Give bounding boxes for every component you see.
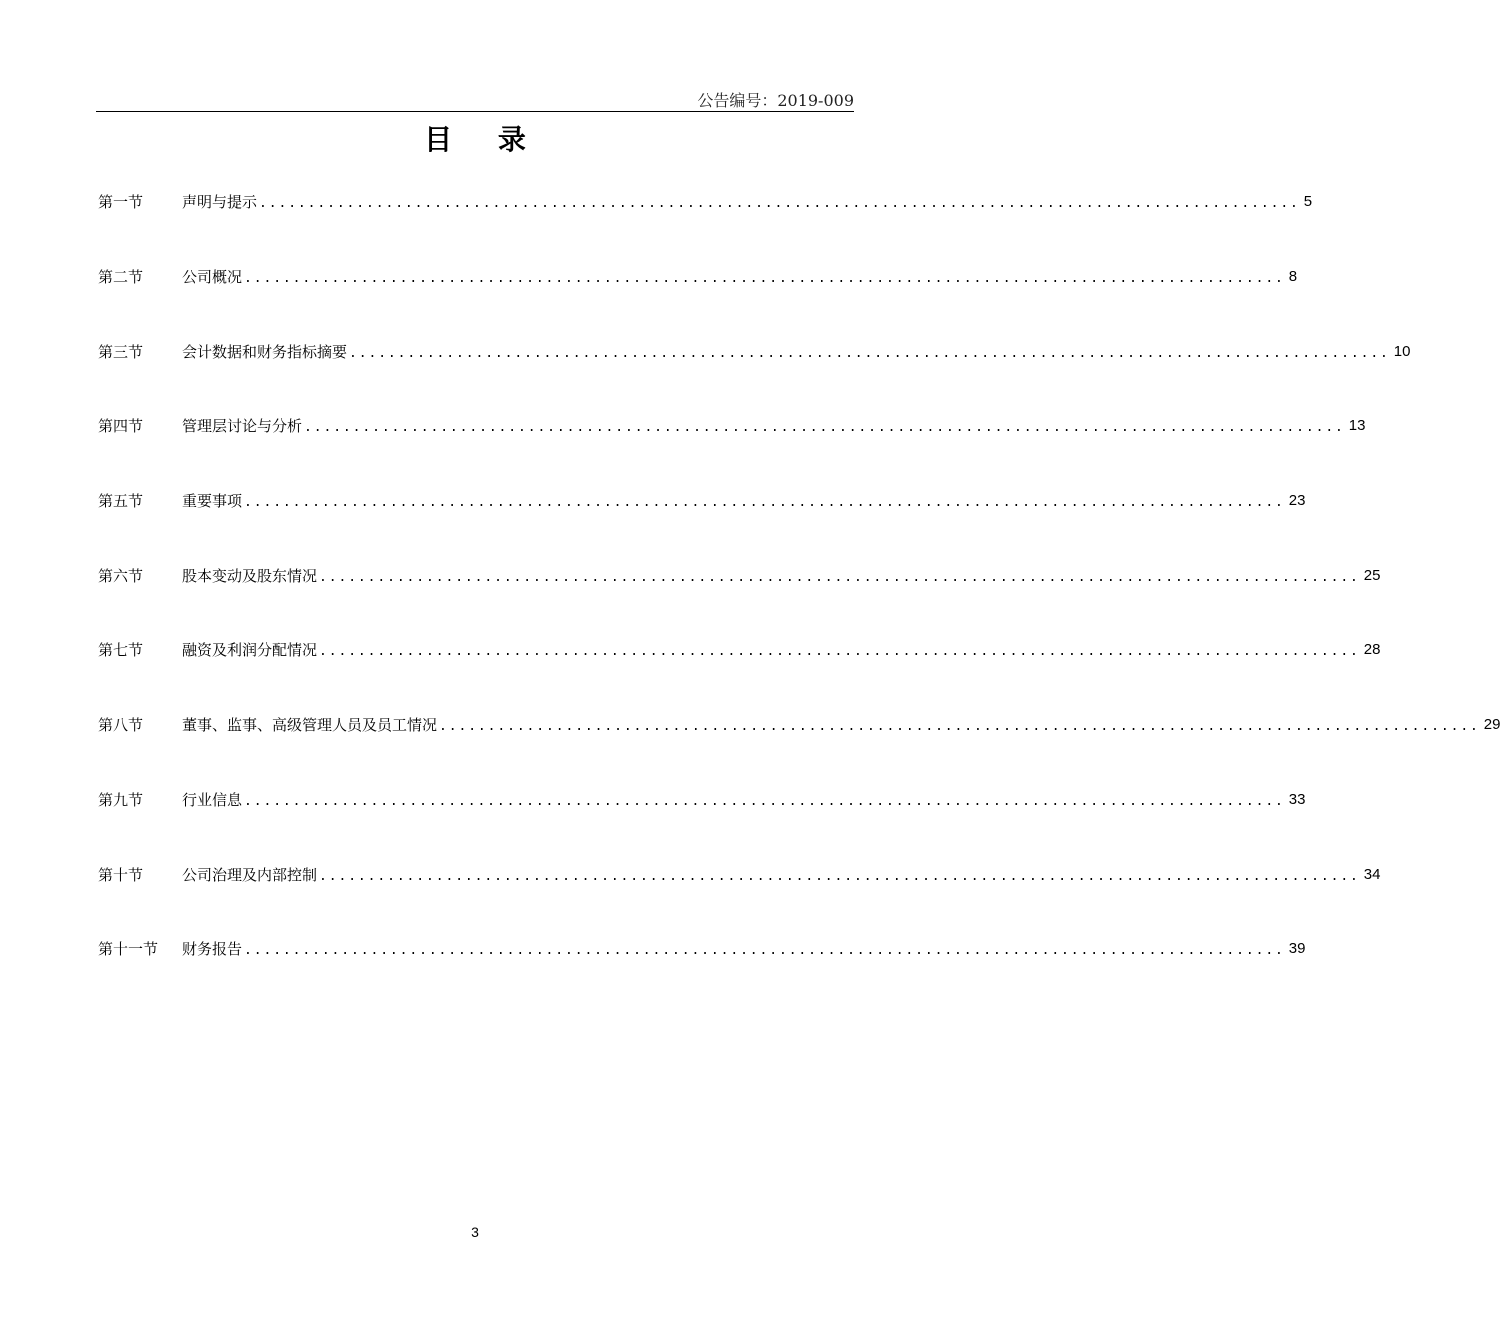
toc-leader-dots: ........................................................................................................... xyxy=(244,943,1285,958)
toc-section-title: 董事、监事、高级管理人员及员工情况 xyxy=(182,716,438,734)
toc-section-title: 重要事项 xyxy=(182,492,243,510)
toc-page-number: 39 xyxy=(1288,940,1306,957)
toc-section-number: 第十一节 xyxy=(98,940,159,958)
toc-page-number: 10 xyxy=(1393,343,1411,360)
toc-entry[interactable] xyxy=(98,265,1298,289)
toc-page-number: 29 xyxy=(1483,716,1500,733)
toc-leader-dots: ........................................................................................................... xyxy=(259,196,1300,211)
toc-entry[interactable] xyxy=(98,340,1411,364)
toc-page-number: 8 xyxy=(1288,268,1298,285)
toc-section-number: 第八节 xyxy=(98,716,144,734)
toc-section-title: 融资及利润分配情况 xyxy=(182,641,318,659)
toc-section-number: 第七节 xyxy=(98,641,144,659)
toc-section-number: 第五节 xyxy=(98,492,144,510)
toc-section-number: 第九节 xyxy=(98,791,144,809)
toc-section-title: 公司治理及内部控制 xyxy=(182,866,318,884)
toc-section-number: 第二节 xyxy=(98,268,144,286)
page-number: 3 xyxy=(471,1224,479,1240)
toc-section-number: 第十节 xyxy=(98,866,144,884)
toc-entry[interactable] xyxy=(98,190,1313,214)
toc-leader-dots: ........................................................................................................... xyxy=(244,271,1285,286)
toc-section-number: 第四节 xyxy=(98,417,144,435)
toc-page-number: 5 xyxy=(1303,193,1313,210)
toc-page-number: 33 xyxy=(1288,791,1306,808)
toc-section-title: 行业信息 xyxy=(182,791,243,809)
toc-page-number: 13 xyxy=(1348,417,1366,434)
announcement-number: 公告编号：2019-009 xyxy=(697,91,854,110)
toc-section-title: 公司概况 xyxy=(182,268,243,286)
toc-entry[interactable] xyxy=(98,788,1306,812)
toc-section-number: 第三节 xyxy=(98,343,144,361)
toc-section-title: 财务报告 xyxy=(182,940,243,958)
toc-entry[interactable] xyxy=(98,564,1381,588)
toc-leader-dots: ........................................................................................................... xyxy=(244,794,1285,809)
toc-entry[interactable] xyxy=(98,414,1366,438)
toc-leader-dots: ........................................................................................................... xyxy=(319,570,1360,585)
toc-entry[interactable] xyxy=(98,937,1306,961)
toc-section-title: 会计数据和财务指标摘要 xyxy=(182,343,348,361)
toc-page-number: 23 xyxy=(1288,492,1306,509)
toc-leader-dots: ........................................................................................................... xyxy=(439,719,1480,734)
header-divider xyxy=(96,111,854,112)
toc-leader-dots: ........................................................................................................... xyxy=(304,420,1345,435)
toc-section-number: 第六节 xyxy=(98,567,144,585)
toc-entry[interactable] xyxy=(98,713,1500,737)
toc-page-number: 34 xyxy=(1363,866,1381,883)
toc-leader-dots: ........................................................................................................... xyxy=(319,644,1360,659)
toc-leader-dots: ........................................................................................................... xyxy=(349,346,1390,361)
toc-entry[interactable] xyxy=(98,638,1381,662)
toc-section-title: 股本变动及股东情况 xyxy=(182,567,318,585)
toc-leader-dots: ........................................................................................................... xyxy=(319,869,1360,884)
page-title: 目 录 xyxy=(424,123,544,156)
toc-section-title: 声明与提示 xyxy=(182,193,258,211)
toc-page-number: 25 xyxy=(1363,567,1381,584)
toc-section-number: 第一节 xyxy=(98,193,144,211)
toc-entry[interactable] xyxy=(98,863,1381,887)
toc-leader-dots: ........................................................................................................... xyxy=(244,495,1285,510)
toc-section-title: 管理层讨论与分析 xyxy=(182,417,303,435)
toc-page-number: 28 xyxy=(1363,641,1381,658)
toc-entry[interactable] xyxy=(98,489,1306,513)
